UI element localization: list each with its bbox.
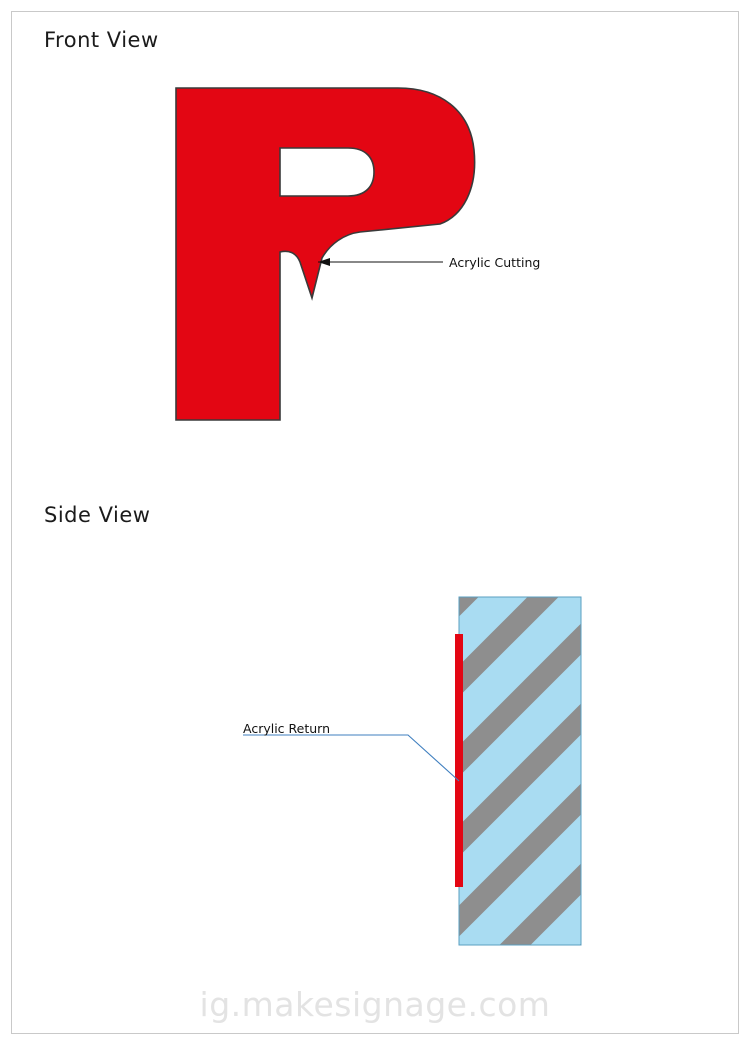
acrylic-return-label: Acrylic Return — [243, 721, 331, 736]
side-view-title: Side View — [44, 503, 151, 527]
front-view-letter-p — [176, 88, 475, 420]
acrylic-return-leader — [243, 735, 459, 781]
front-view-title: Front View — [44, 28, 159, 52]
acrylic-cutting-label: Acrylic Cutting — [449, 255, 541, 270]
side-view-wall — [400, 420, 640, 1045]
acrylic-cutting-leader — [318, 258, 443, 266]
watermark-text: ig.makesignage.com — [199, 985, 551, 1024]
letter-p-shape — [176, 88, 475, 420]
acrylic-return-strip — [455, 634, 463, 887]
